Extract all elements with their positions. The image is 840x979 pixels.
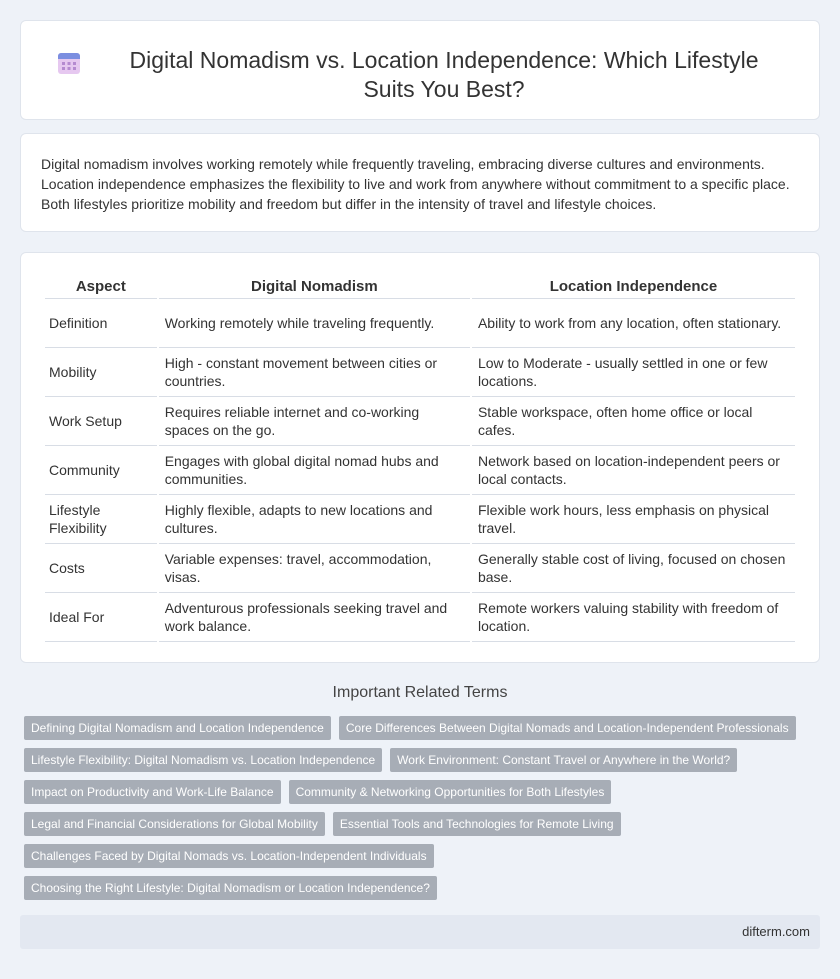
table-row: [45, 397, 795, 446]
digital-nomadism-cell: Working remotely while traveling frequently.: [159, 299, 470, 348]
related-term-tag[interactable]: Challenges Faced by Digital Nomads vs. Location-Independent Individuals: [24, 844, 434, 868]
aspect-cell: Work Setup: [45, 397, 157, 446]
location-independence-cell: Flexible work hours, less emphasis on physical travel.: [472, 495, 795, 544]
aspect-cell: Mobility: [45, 348, 157, 397]
aspect-cell: Definition: [45, 299, 157, 348]
intro-card: [20, 133, 820, 232]
page-title: Digital Nomadism vs. Location Independence: Which Lifestyle Suits You Best?: [129, 47, 759, 102]
location-independence-cell: Remote workers valuing stability with freedom of location.: [472, 593, 795, 642]
digital-nomadism-cell: High - constant movement between cities or countries.: [159, 348, 470, 397]
location-independence-cell: Generally stable cost of living, focused on chosen base.: [472, 544, 795, 593]
comparison-card: [20, 252, 820, 663]
related-term-tag[interactable]: Lifestyle Flexibility: Digital Nomadism vs. Location Independence: [24, 748, 382, 772]
related-term-tag[interactable]: Impact on Productivity and Work-Life Balance: [24, 780, 281, 804]
location-independence-cell: Low to Moderate - usually settled in one or few locations.: [472, 348, 795, 397]
related-term-tag[interactable]: Core Differences Between Digital Nomads and Location-Independent Professionals: [339, 716, 796, 740]
digital-nomadism-cell: Highly flexible, adapts to new locations and cultures.: [159, 495, 470, 544]
digital-nomadism-cell: Requires reliable internet and co-working spaces on the go.: [159, 397, 470, 446]
related-term-tag[interactable]: Essential Tools and Technologies for Remote Living: [333, 812, 621, 836]
column-header-location-independence: Location Independence: [472, 273, 795, 299]
intro-paragraph: Digital nomadism involves working remotely while frequently traveling, embracing diverse cultures and environments. Location independence emphasizes the flexibility to live and work from anywhere without commitment to a specific place. Both lifestyles prioritize mobility and freedom but differ in the intensity of travel and lifestyle choices.: [41, 156, 790, 212]
table-row: [45, 446, 795, 495]
related-term-tag[interactable]: Community & Networking Opportunities for Both Lifestyles: [289, 780, 612, 804]
digital-nomadism-cell: Adventurous professionals seeking travel and work balance.: [159, 593, 470, 642]
comparison-table: [43, 273, 797, 642]
column-header-digital-nomadism: Digital Nomadism: [159, 273, 470, 299]
digital-nomadism-cell: Variable expenses: travel, accommodation, visas.: [159, 544, 470, 593]
table-row: [45, 348, 795, 397]
header-card: [20, 20, 820, 120]
aspect-cell: Ideal For: [45, 593, 157, 642]
table-row: [45, 495, 795, 544]
related-term-tag[interactable]: Work Environment: Constant Travel or Anywhere in the World?: [390, 748, 737, 772]
column-header-aspect: Aspect: [45, 273, 157, 299]
location-independence-cell: Network based on location-independent peers or local contacts.: [472, 446, 795, 495]
related-terms-list: [24, 716, 814, 900]
related-term-tag[interactable]: Choosing the Right Lifestyle: Digital Nomadism or Location Independence?: [24, 876, 437, 900]
related-term-tag[interactable]: Defining Digital Nomadism and Location Independence: [24, 716, 331, 740]
aspect-cell: Community: [45, 446, 157, 495]
site-link[interactable]: difterm.com: [742, 924, 810, 939]
table-row: [45, 544, 795, 593]
calendar-grid-icon: [56, 50, 82, 76]
location-independence-cell: Ability to work from any location, often stationary.: [472, 299, 795, 348]
related-terms-heading: Important Related Terms: [332, 684, 508, 701]
aspect-cell: Lifestyle Flexibility: [45, 495, 157, 544]
aspect-cell: Costs: [45, 544, 157, 593]
related-term-tag[interactable]: Legal and Financial Considerations for Global Mobility: [24, 812, 325, 836]
digital-nomadism-cell: Engages with global digital nomad hubs and communities.: [159, 446, 470, 495]
table-row: [45, 299, 795, 348]
location-independence-cell: Stable workspace, often home office or local cafes.: [472, 397, 795, 446]
footer: [20, 915, 820, 949]
table-header-row: [45, 273, 795, 299]
table-row: [45, 593, 795, 642]
